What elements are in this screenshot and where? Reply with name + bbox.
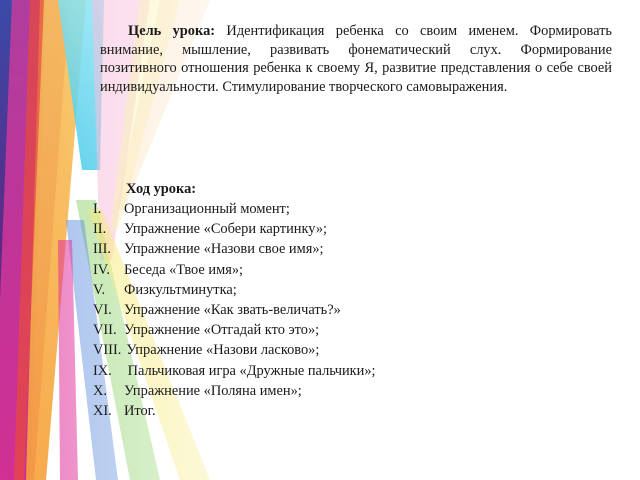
list-item — [93, 401, 513, 421]
list-item-number: VII. — [93, 322, 117, 339]
list-item-number: X. — [93, 382, 107, 399]
list-item — [93, 300, 513, 320]
lesson-goal-text: Идентификация ребенка со своим именем. Формировать внимание, мышление, развивать фонематический слух. Формирование позитивного отношения ребенка к своему Я, развитие представления о себе своей индивидуальности. Стимулирование творческого самовыражения. — [100, 23, 612, 95]
list-item-text: Упражнение «Как звать-величать?» — [124, 302, 341, 319]
list-item — [93, 361, 513, 381]
list-item-number: VI. — [93, 302, 112, 319]
lesson-plan-title: Ход урока: — [126, 181, 197, 197]
lesson-goal-label: Цель урока: — [128, 23, 216, 39]
list-item — [93, 199, 513, 219]
list-item-text: Упражнение «Поляна имен»; — [124, 382, 302, 399]
list-item — [93, 280, 513, 300]
list-item-text: Итог. — [124, 403, 156, 420]
list-item-text: Пальчиковая игра «Дружные пальчики»; — [124, 362, 376, 379]
list-item-text: Организационный момент; — [124, 201, 290, 217]
list-item — [93, 260, 513, 280]
list-item — [93, 320, 513, 340]
list-item-number: I. — [93, 201, 102, 217]
list-item — [93, 340, 513, 360]
list-item-number: VIII. — [93, 342, 122, 359]
list-item-text: Упражнение «Собери картинку»; — [124, 221, 328, 238]
list-item — [93, 239, 513, 259]
list-item-text: Упражнение «Назови ласково»; — [126, 342, 320, 359]
list-item-number: II. — [93, 221, 107, 238]
list-item-text: Упражнение «Назови свое имя»; — [124, 241, 324, 258]
list-item-text: Упражнение «Отгадай кто это»; — [124, 322, 320, 339]
list-item-text: Физкультминутка; — [124, 281, 237, 298]
list-item-number: IV. — [93, 261, 110, 278]
list-item-text: Беседа «Твое имя»; — [124, 261, 244, 278]
list-item-number: IX. — [93, 362, 112, 379]
list-item — [93, 219, 513, 239]
lesson-goal-paragraph — [100, 22, 612, 96]
list-item-number: XI. — [93, 403, 112, 420]
lesson-plan-list — [93, 199, 513, 421]
list-item-number: V. — [93, 281, 106, 298]
list-item-number: III. — [93, 241, 111, 258]
list-item — [93, 381, 513, 401]
